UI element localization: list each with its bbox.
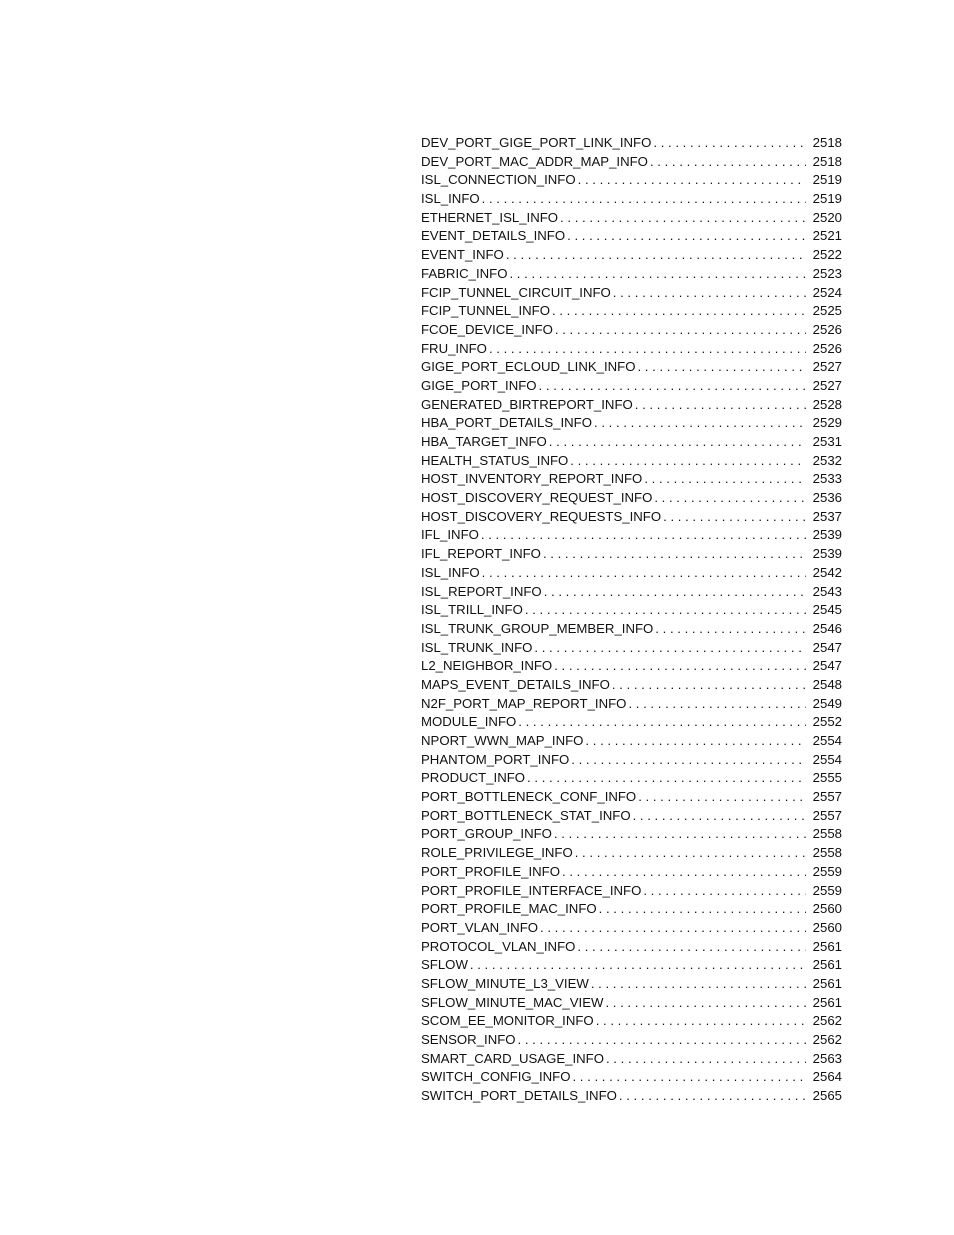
toc-entry-title: EVENT_DETAILS_INFO	[421, 228, 566, 244]
toc-entry-title: IFL_REPORT_INFO	[421, 546, 541, 562]
toc-entry[interactable]	[421, 695, 842, 714]
toc-entry[interactable]	[421, 1087, 842, 1106]
toc-entry[interactable]	[421, 676, 842, 695]
toc-entry[interactable]	[421, 825, 842, 844]
toc-entry[interactable]	[421, 414, 842, 433]
toc-entry-title: PORT_PROFILE_INTERFACE_INFO	[421, 882, 642, 898]
dot-leader	[539, 377, 806, 396]
toc-entry-title: EVENT_INFO	[421, 247, 504, 263]
toc-entry[interactable]	[421, 396, 842, 415]
dot-leader	[549, 433, 806, 452]
toc-entry-title: HBA_PORT_DETAILS_INFO	[421, 415, 592, 431]
toc-entry-title: NPORT_WWN_MAP_INFO	[421, 733, 584, 748]
toc-entry-title: FCOE_DEVICE_INFO	[421, 321, 553, 337]
dot-leader	[599, 900, 806, 919]
dot-leader	[571, 751, 806, 770]
toc-entry-page: 2561	[812, 975, 842, 991]
toc-entry[interactable]	[421, 489, 842, 508]
toc-entry-page: 2523	[812, 265, 842, 281]
dot-leader	[577, 938, 806, 957]
toc-entry-title: SFLOW_MINUTE_L3_VIEW	[421, 975, 589, 991]
toc-entry-page: 2549	[812, 695, 842, 711]
toc-entry-page: 2555	[812, 770, 842, 786]
toc-entry-title: PORT_GROUP_INFO	[421, 826, 552, 842]
toc-entry[interactable]	[421, 900, 842, 919]
dot-leader	[562, 863, 806, 882]
toc-entry-page: 2526	[812, 321, 842, 337]
toc-entry-title: L2_NEIGHBOR_INFO	[421, 658, 553, 674]
toc-entry-title: HOST_INVENTORY_REPORT_INFO	[421, 471, 643, 487]
toc-entry-title: PHANTOM_PORT_INFO	[421, 751, 570, 767]
dot-leader	[612, 676, 806, 695]
toc-entry-title: ISL_INFO	[421, 564, 480, 580]
dot-leader	[633, 807, 806, 826]
toc-entry[interactable]	[421, 452, 842, 471]
toc-entry-title: PORT_PROFILE_MAC_INFO	[421, 901, 597, 917]
toc-entry-page: 2539	[812, 527, 842, 543]
toc-entry-title: MAPS_EVENT_DETAILS_INFO	[421, 676, 610, 692]
toc-entry-page: 2560	[812, 919, 842, 935]
toc-entry-page: 2527	[812, 377, 842, 393]
dot-leader	[543, 545, 806, 564]
toc-entry-title: GIGE_PORT_ECLOUD_LINK_INFO	[421, 359, 636, 375]
toc-entry-page: 2518	[812, 135, 842, 150]
dot-leader	[628, 695, 806, 714]
dot-leader	[655, 620, 806, 639]
toc-entry[interactable]	[421, 526, 842, 545]
dot-leader	[594, 414, 806, 433]
table-of-contents	[421, 134, 842, 1106]
toc-entry-title: SMART_CARD_USAGE_INFO	[421, 1050, 604, 1066]
toc-entry-title: FRU_INFO	[421, 340, 487, 356]
toc-entry-title: ISL_CONNECTION_INFO	[421, 172, 576, 188]
toc-entry-page: 2552	[812, 714, 842, 730]
toc-entry[interactable]	[421, 302, 842, 321]
toc-entry-title: IFL_INFO	[421, 527, 479, 543]
toc-entry-title: ETHERNET_ISL_INFO	[421, 209, 559, 225]
toc-entry[interactable]	[421, 564, 842, 583]
toc-entry-title: SCOM_EE_MONITOR_INFO	[421, 1013, 594, 1029]
dot-leader	[643, 882, 806, 901]
dot-leader	[518, 713, 806, 732]
dot-leader	[606, 1050, 806, 1069]
toc-entry-title: ISL_TRUNK_INFO	[421, 639, 533, 655]
toc-entry-page: 2532	[812, 452, 842, 468]
dot-leader	[527, 769, 806, 788]
toc-entry[interactable]	[421, 358, 842, 377]
toc-entry-page: 2543	[812, 583, 842, 599]
toc-entry-page: 2558	[812, 826, 842, 842]
toc-entry[interactable]	[421, 545, 842, 564]
dot-leader	[560, 209, 806, 228]
toc-entry[interactable]	[421, 153, 842, 172]
toc-entry-title: SFLOW_MINUTE_MAC_VIEW	[421, 994, 604, 1010]
toc-entry[interactable]	[421, 601, 842, 620]
toc-entry[interactable]	[421, 1068, 842, 1087]
toc-entry[interactable]	[421, 171, 842, 190]
toc-entry-title: PORT_PROFILE_INFO	[421, 863, 560, 879]
toc-entry-title: GENERATED_BIRTREPORT_INFO	[421, 396, 633, 412]
toc-entry[interactable]	[421, 1031, 842, 1050]
toc-entry-page: 2562	[812, 1013, 842, 1029]
toc-entry[interactable]	[421, 340, 842, 359]
toc-entry[interactable]	[421, 975, 842, 994]
dot-leader	[613, 284, 806, 303]
toc-entry-title: SFLOW	[421, 957, 468, 973]
dot-leader	[482, 190, 806, 209]
toc-entry[interactable]	[421, 1012, 842, 1031]
toc-entry-page: 2557	[812, 789, 842, 805]
toc-entry-page: 2533	[812, 471, 842, 487]
toc-entry[interactable]	[421, 994, 842, 1013]
toc-entry-page: 2522	[812, 247, 842, 263]
dot-leader	[540, 919, 806, 938]
toc-entry[interactable]	[421, 190, 842, 209]
toc-entry[interactable]	[421, 1050, 842, 1069]
dot-leader	[635, 396, 806, 415]
dot-leader	[596, 1012, 806, 1031]
toc-entry-page: 2559	[812, 882, 842, 898]
toc-entry-title: SWITCH_PORT_DETAILS_INFO	[421, 1088, 617, 1104]
dot-leader	[653, 134, 806, 153]
dot-leader	[554, 825, 806, 844]
toc-entry[interactable]	[421, 209, 842, 228]
toc-entry-page: 2529	[812, 415, 842, 431]
toc-entry-title: PORT_BOTTLENECK_CONF_INFO	[421, 789, 637, 805]
toc-entry-page: 2547	[812, 639, 842, 655]
dot-leader	[552, 302, 806, 321]
toc-entry[interactable]	[421, 713, 842, 732]
toc-entry[interactable]	[421, 377, 842, 396]
dot-leader	[591, 975, 806, 994]
toc-entry[interactable]	[421, 508, 842, 527]
toc-entry[interactable]	[421, 732, 842, 751]
toc-entry-page: 2528	[812, 396, 842, 412]
toc-entry-title: HOST_DISCOVERY_REQUESTS_INFO	[421, 508, 662, 524]
toc-entry-title: SWITCH_CONFIG_INFO	[421, 1069, 571, 1085]
dot-leader	[482, 564, 806, 583]
toc-entry-page: 2537	[812, 508, 842, 524]
toc-entry[interactable]	[421, 882, 842, 901]
toc-entry-page: 2562	[812, 1032, 842, 1047]
toc-entry-page: 2565	[812, 1088, 842, 1104]
dot-leader	[570, 452, 806, 471]
toc-entry[interactable]	[421, 956, 842, 975]
toc-entry-page: 2520	[812, 209, 842, 225]
dot-leader	[638, 788, 806, 807]
toc-entry-page: 2547	[812, 658, 842, 674]
toc-entry-page: 2526	[812, 340, 842, 356]
toc-entry-page: 2559	[812, 863, 842, 879]
toc-entry-title: HEALTH_STATUS_INFO	[421, 452, 569, 468]
toc-entry[interactable]	[421, 657, 842, 676]
toc-entry[interactable]	[421, 769, 842, 788]
toc-entry[interactable]	[421, 433, 842, 452]
dot-leader	[555, 321, 806, 340]
toc-entry-page: 2554	[812, 751, 842, 767]
toc-entry-title: N2F_PORT_MAP_REPORT_INFO	[421, 695, 627, 711]
dot-leader	[534, 639, 806, 658]
toc-entry-title: GIGE_PORT_INFO	[421, 377, 537, 393]
dot-leader	[637, 358, 806, 377]
toc-entry-page: 2557	[812, 807, 842, 823]
toc-entry-page: 2539	[812, 546, 842, 562]
dot-leader	[509, 265, 806, 284]
toc-entry-page: 2561	[812, 957, 842, 973]
toc-entry[interactable]	[421, 751, 842, 770]
dot-leader	[578, 171, 806, 190]
toc-entry-title: SENSOR_INFO	[421, 1032, 516, 1047]
toc-entry-page: 2554	[812, 733, 842, 748]
toc-entry[interactable]	[421, 807, 842, 826]
toc-entry-page: 2527	[812, 359, 842, 375]
toc-entry-page: 2531	[812, 434, 842, 449]
toc-entry[interactable]	[421, 919, 842, 938]
dot-leader	[585, 732, 806, 751]
toc-entry[interactable]	[421, 134, 842, 153]
toc-entry-page: 2563	[812, 1050, 842, 1066]
dot-leader	[481, 526, 806, 545]
toc-entry[interactable]	[421, 284, 842, 303]
toc-entry-page: 2525	[812, 303, 842, 319]
toc-entry-title: FCIP_TUNNEL_INFO	[421, 303, 550, 319]
toc-entry-page: 2536	[812, 490, 842, 506]
dot-leader	[654, 489, 806, 508]
toc-entry-page: 2560	[812, 901, 842, 917]
toc-entry-page: 2561	[812, 994, 842, 1010]
dot-leader	[650, 153, 806, 172]
toc-entry-page: 2524	[812, 284, 842, 300]
dot-leader	[567, 227, 806, 246]
dot-leader	[605, 994, 806, 1013]
toc-entry-title: HBA_TARGET_INFO	[421, 434, 547, 449]
dot-leader	[554, 657, 806, 676]
toc-entry[interactable]	[421, 321, 842, 340]
toc-entry-page: 2518	[812, 153, 842, 169]
toc-entry-title: FCIP_TUNNEL_CIRCUIT_INFO	[421, 284, 611, 300]
toc-entry[interactable]	[421, 863, 842, 882]
toc-entry-title: PROTOCOL_VLAN_INFO	[421, 938, 576, 954]
toc-entry-title: ISL_TRUNK_GROUP_MEMBER_INFO	[421, 620, 654, 636]
toc-entry[interactable]	[421, 470, 842, 489]
toc-entry-title: ISL_INFO	[421, 191, 480, 207]
toc-entry-title: MODULE_INFO	[421, 714, 517, 730]
dot-leader	[575, 844, 806, 863]
dot-leader	[663, 508, 806, 527]
dot-leader	[506, 246, 806, 265]
toc-entry[interactable]	[421, 583, 842, 602]
toc-entry-title: PRODUCT_INFO	[421, 770, 526, 786]
dot-leader	[572, 1068, 806, 1087]
toc-entry[interactable]	[421, 246, 842, 265]
toc-entry-page: 2521	[812, 228, 842, 244]
toc-entry-title: HOST_DISCOVERY_REQUEST_INFO	[421, 490, 653, 506]
toc-entry-title: FABRIC_INFO	[421, 265, 508, 281]
toc-entry-title: PORT_BOTTLENECK_STAT_INFO	[421, 807, 631, 823]
toc-entry-title: ROLE_PRIVILEGE_INFO	[421, 845, 573, 861]
toc-entry[interactable]	[421, 620, 842, 639]
toc-entry[interactable]	[421, 938, 842, 957]
toc-entry-title: DEV_PORT_MAC_ADDR_MAP_INFO	[421, 153, 648, 169]
toc-entry-page: 2558	[812, 845, 842, 861]
toc-entry-title: ISL_TRILL_INFO	[421, 602, 523, 618]
toc-entry-page: 2564	[812, 1069, 842, 1085]
dot-leader	[644, 470, 806, 489]
toc-entry-title: PORT_VLAN_INFO	[421, 919, 539, 935]
toc-entry-page: 2545	[812, 602, 842, 618]
dot-leader	[470, 956, 806, 975]
dot-leader	[544, 583, 806, 602]
toc-entry[interactable]	[421, 265, 842, 284]
toc-entry[interactable]	[421, 844, 842, 863]
toc-entry[interactable]	[421, 788, 842, 807]
dot-leader	[525, 601, 806, 620]
dot-leader	[518, 1031, 806, 1050]
toc-entry-page: 2519	[812, 191, 842, 207]
dot-leader	[619, 1087, 806, 1106]
toc-entry-page: 2561	[812, 938, 842, 954]
toc-entry[interactable]	[421, 227, 842, 246]
toc-entry-title: DEV_PORT_GIGE_PORT_LINK_INFO	[421, 135, 652, 150]
toc-entry-page: 2546	[812, 620, 842, 636]
toc-entry-page: 2542	[812, 564, 842, 580]
toc-entry-title: ISL_REPORT_INFO	[421, 583, 542, 599]
toc-entry-page: 2548	[812, 676, 842, 692]
toc-entry[interactable]	[421, 639, 842, 658]
dot-leader	[489, 340, 806, 359]
toc-entry-page: 2519	[812, 172, 842, 188]
